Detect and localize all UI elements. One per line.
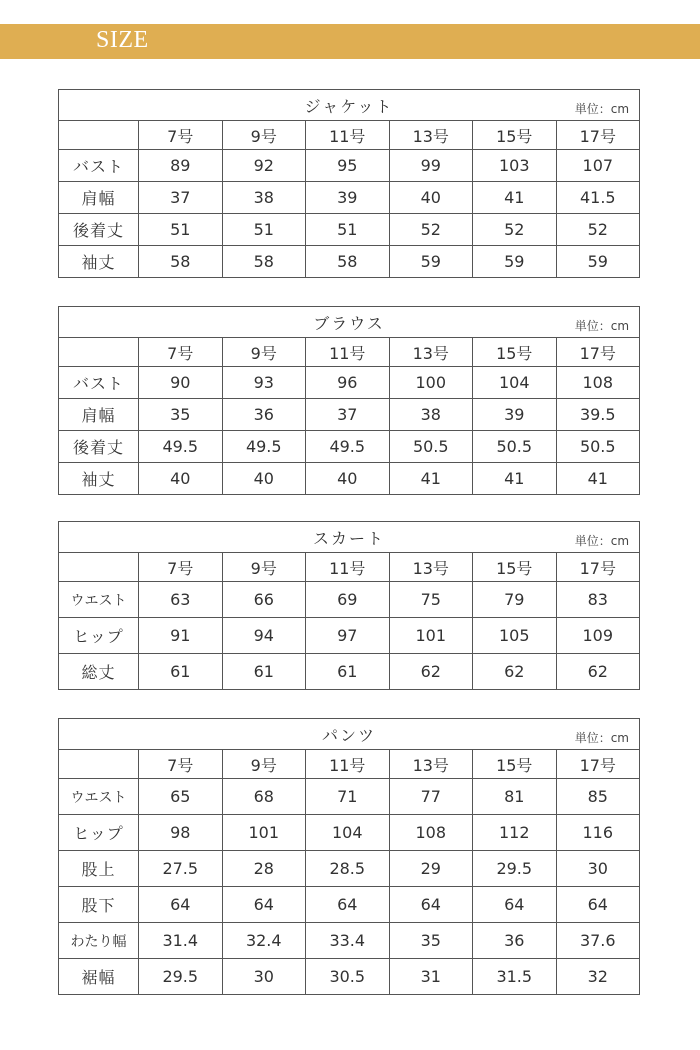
value-cell: 61 bbox=[139, 654, 223, 690]
value-cell: 29.5 bbox=[139, 959, 223, 995]
size-table-blouse bbox=[58, 306, 640, 495]
value-cell: 69 bbox=[306, 582, 390, 618]
value-cell: 39 bbox=[473, 399, 557, 431]
table-row bbox=[59, 815, 640, 851]
table-row bbox=[59, 654, 640, 690]
value-cell: 104 bbox=[473, 367, 557, 399]
value-cell: 64 bbox=[473, 887, 557, 923]
size-header: 9号 bbox=[222, 338, 306, 367]
value-cell: 95 bbox=[306, 150, 390, 182]
table-row bbox=[59, 182, 640, 214]
size-header-row bbox=[59, 338, 640, 367]
value-cell: 51 bbox=[306, 214, 390, 246]
value-cell: 63 bbox=[139, 582, 223, 618]
value-cell: 31.5 bbox=[473, 959, 557, 995]
value-cell: 64 bbox=[389, 887, 473, 923]
value-cell: 37.6 bbox=[556, 923, 640, 959]
value-cell: 91 bbox=[139, 618, 223, 654]
value-cell: 59 bbox=[556, 246, 640, 278]
value-cell: 58 bbox=[222, 246, 306, 278]
value-cell: 49.5 bbox=[222, 431, 306, 463]
value-cell: 101 bbox=[389, 618, 473, 654]
size-header: 13号 bbox=[389, 750, 473, 779]
size-header: 11号 bbox=[306, 750, 390, 779]
row-label: ヒップ bbox=[59, 618, 139, 654]
value-cell: 108 bbox=[556, 367, 640, 399]
size-table-pants bbox=[58, 718, 640, 995]
value-cell: 30.5 bbox=[306, 959, 390, 995]
size-header: 15号 bbox=[473, 553, 557, 582]
size-header: 9号 bbox=[222, 121, 306, 150]
corner-cell bbox=[59, 553, 139, 582]
value-cell: 49.5 bbox=[139, 431, 223, 463]
value-cell: 105 bbox=[473, 618, 557, 654]
value-cell: 35 bbox=[139, 399, 223, 431]
value-cell: 98 bbox=[139, 815, 223, 851]
value-cell: 89 bbox=[139, 150, 223, 182]
value-cell: 41.5 bbox=[556, 182, 640, 214]
size-header-row bbox=[59, 750, 640, 779]
table-row bbox=[59, 463, 640, 495]
size-header: 11号 bbox=[306, 121, 390, 150]
unit-label: 単位：cm bbox=[574, 319, 630, 333]
value-cell: 59 bbox=[389, 246, 473, 278]
size-header: 17号 bbox=[556, 338, 640, 367]
value-cell: 62 bbox=[473, 654, 557, 690]
value-cell: 36 bbox=[473, 923, 557, 959]
value-cell: 41 bbox=[556, 463, 640, 495]
value-cell: 108 bbox=[389, 815, 473, 851]
value-cell: 27.5 bbox=[139, 851, 223, 887]
size-header: 11号 bbox=[306, 338, 390, 367]
value-cell: 49.5 bbox=[306, 431, 390, 463]
value-cell: 50.5 bbox=[473, 431, 557, 463]
value-cell: 61 bbox=[222, 654, 306, 690]
value-cell: 39 bbox=[306, 182, 390, 214]
size-header: 11号 bbox=[306, 553, 390, 582]
value-cell: 30 bbox=[222, 959, 306, 995]
value-cell: 100 bbox=[389, 367, 473, 399]
value-cell: 92 bbox=[222, 150, 306, 182]
value-cell: 79 bbox=[473, 582, 557, 618]
value-cell: 52 bbox=[389, 214, 473, 246]
value-cell: 83 bbox=[556, 582, 640, 618]
corner-cell bbox=[59, 121, 139, 150]
table-row bbox=[59, 959, 640, 995]
value-cell: 62 bbox=[389, 654, 473, 690]
value-cell: 41 bbox=[473, 182, 557, 214]
value-cell: 96 bbox=[306, 367, 390, 399]
size-header: 15号 bbox=[473, 750, 557, 779]
row-label: 後着丈 bbox=[59, 214, 139, 246]
value-cell: 90 bbox=[139, 367, 223, 399]
value-cell: 38 bbox=[222, 182, 306, 214]
size-table-jacket bbox=[58, 89, 640, 278]
row-label: 肩幅 bbox=[59, 399, 139, 431]
value-cell: 99 bbox=[389, 150, 473, 182]
size-header: 9号 bbox=[222, 553, 306, 582]
value-cell: 38 bbox=[389, 399, 473, 431]
value-cell: 36 bbox=[222, 399, 306, 431]
value-cell: 58 bbox=[306, 246, 390, 278]
table-title: ブラウス bbox=[313, 313, 385, 333]
size-header: 7号 bbox=[139, 553, 223, 582]
table-title-row bbox=[59, 719, 640, 750]
value-cell: 93 bbox=[222, 367, 306, 399]
value-cell: 68 bbox=[222, 779, 306, 815]
table-row bbox=[59, 431, 640, 463]
value-cell: 29 bbox=[389, 851, 473, 887]
row-label: バスト bbox=[59, 367, 139, 399]
size-header: 13号 bbox=[389, 553, 473, 582]
corner-cell bbox=[59, 750, 139, 779]
row-label: 後着丈 bbox=[59, 431, 139, 463]
value-cell: 101 bbox=[222, 815, 306, 851]
size-header: 15号 bbox=[473, 121, 557, 150]
table-row bbox=[59, 779, 640, 815]
row-label: 股下 bbox=[59, 887, 139, 923]
size-header: 17号 bbox=[556, 553, 640, 582]
row-label: 袖丈 bbox=[59, 246, 139, 278]
value-cell: 64 bbox=[222, 887, 306, 923]
value-cell: 112 bbox=[473, 815, 557, 851]
table-row bbox=[59, 887, 640, 923]
value-cell: 59 bbox=[473, 246, 557, 278]
value-cell: 52 bbox=[473, 214, 557, 246]
value-cell: 37 bbox=[139, 182, 223, 214]
table-title-row bbox=[59, 307, 640, 338]
value-cell: 50.5 bbox=[389, 431, 473, 463]
value-cell: 77 bbox=[389, 779, 473, 815]
value-cell: 32 bbox=[556, 959, 640, 995]
table-row bbox=[59, 923, 640, 959]
value-cell: 52 bbox=[556, 214, 640, 246]
value-cell: 40 bbox=[222, 463, 306, 495]
size-header: 7号 bbox=[139, 750, 223, 779]
value-cell: 75 bbox=[389, 582, 473, 618]
value-cell: 28.5 bbox=[306, 851, 390, 887]
value-cell: 71 bbox=[306, 779, 390, 815]
value-cell: 31.4 bbox=[139, 923, 223, 959]
value-cell: 116 bbox=[556, 815, 640, 851]
table-title: スカート bbox=[313, 528, 386, 548]
row-label: 袖丈 bbox=[59, 463, 139, 495]
value-cell: 66 bbox=[222, 582, 306, 618]
size-header-row bbox=[59, 553, 640, 582]
size-header: 17号 bbox=[556, 750, 640, 779]
size-header: 7号 bbox=[139, 338, 223, 367]
table-row bbox=[59, 582, 640, 618]
row-label: バスト bbox=[59, 150, 139, 182]
value-cell: 51 bbox=[139, 214, 223, 246]
table-row bbox=[59, 399, 640, 431]
row-label: 総丈 bbox=[59, 654, 139, 690]
value-cell: 30 bbox=[556, 851, 640, 887]
row-label: ヒップ bbox=[59, 815, 139, 851]
value-cell: 40 bbox=[389, 182, 473, 214]
table-row bbox=[59, 150, 640, 182]
row-label: 裾幅 bbox=[59, 959, 139, 995]
table-row bbox=[59, 214, 640, 246]
size-header: 15号 bbox=[473, 338, 557, 367]
size-header: 13号 bbox=[389, 338, 473, 367]
size-header-row bbox=[59, 121, 640, 150]
value-cell: 81 bbox=[473, 779, 557, 815]
table-row bbox=[59, 246, 640, 278]
value-cell: 40 bbox=[139, 463, 223, 495]
table-title-row bbox=[59, 522, 640, 553]
value-cell: 58 bbox=[139, 246, 223, 278]
value-cell: 85 bbox=[556, 779, 640, 815]
corner-cell bbox=[59, 338, 139, 367]
table-row bbox=[59, 618, 640, 654]
unit-label: 単位：cm bbox=[574, 102, 630, 116]
value-cell: 107 bbox=[556, 150, 640, 182]
size-header: 17号 bbox=[556, 121, 640, 150]
value-cell: 35 bbox=[389, 923, 473, 959]
value-cell: 94 bbox=[222, 618, 306, 654]
table-title: パンツ bbox=[321, 725, 376, 745]
page-title: SIZE bbox=[96, 27, 149, 53]
value-cell: 31 bbox=[389, 959, 473, 995]
unit-label: 単位：cm bbox=[574, 534, 630, 548]
value-cell: 64 bbox=[306, 887, 390, 923]
value-cell: 39.5 bbox=[556, 399, 640, 431]
value-cell: 32.4 bbox=[222, 923, 306, 959]
table-row bbox=[59, 851, 640, 887]
row-label: わたり幅 bbox=[59, 923, 139, 959]
value-cell: 65 bbox=[139, 779, 223, 815]
size-banner bbox=[0, 24, 700, 59]
row-label: 股上 bbox=[59, 851, 139, 887]
value-cell: 51 bbox=[222, 214, 306, 246]
value-cell: 103 bbox=[473, 150, 557, 182]
value-cell: 61 bbox=[306, 654, 390, 690]
table-row bbox=[59, 367, 640, 399]
table-title: ジャケット bbox=[304, 96, 394, 116]
row-label: 肩幅 bbox=[59, 182, 139, 214]
value-cell: 41 bbox=[473, 463, 557, 495]
value-cell: 40 bbox=[306, 463, 390, 495]
value-cell: 104 bbox=[306, 815, 390, 851]
value-cell: 109 bbox=[556, 618, 640, 654]
value-cell: 64 bbox=[139, 887, 223, 923]
value-cell: 28 bbox=[222, 851, 306, 887]
value-cell: 41 bbox=[389, 463, 473, 495]
unit-label: 単位：cm bbox=[574, 731, 629, 745]
value-cell: 64 bbox=[556, 887, 640, 923]
size-header: 13号 bbox=[389, 121, 473, 150]
size-table-skirt bbox=[58, 521, 640, 690]
size-header: 7号 bbox=[139, 121, 223, 150]
row-label: ウエスト bbox=[59, 779, 139, 815]
size-header: 9号 bbox=[222, 750, 306, 779]
value-cell: 33.4 bbox=[306, 923, 390, 959]
value-cell: 97 bbox=[306, 618, 390, 654]
table-title-row bbox=[59, 90, 640, 121]
value-cell: 29.5 bbox=[473, 851, 557, 887]
value-cell: 37 bbox=[306, 399, 390, 431]
value-cell: 62 bbox=[556, 654, 640, 690]
row-label: ウエスト bbox=[59, 582, 139, 618]
value-cell: 50.5 bbox=[556, 431, 640, 463]
